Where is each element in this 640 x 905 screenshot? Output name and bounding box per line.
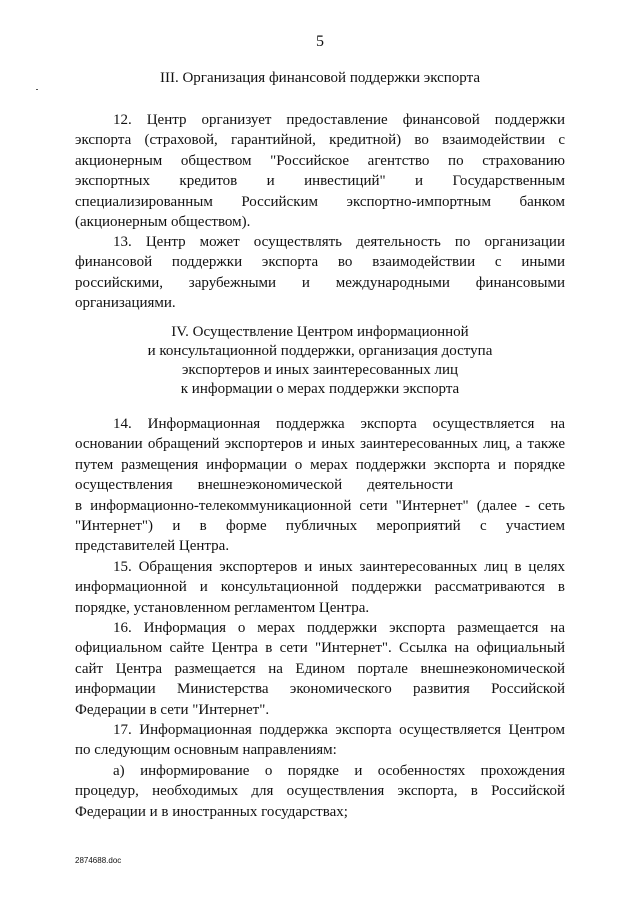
paragraph-13 xyxy=(75,232,565,314)
paragraph-line: российскими, зарубежными и международными финансовыми xyxy=(75,274,565,291)
paragraph-17a xyxy=(75,761,565,822)
paragraph-16 xyxy=(75,618,565,720)
section-4-title-line: к информации о мерах поддержки экспорта xyxy=(180,381,460,397)
paragraph-line: специализированным Российским экспортно-импортным банком xyxy=(75,193,565,210)
paragraph-line: (акционерным обществом). xyxy=(75,214,251,231)
paragraph-line: "Интернет") и в форме публичных мероприятий с участием xyxy=(75,518,565,535)
paragraph-line: финансовой поддержки экспорта во взаимодействии с иными xyxy=(75,254,565,271)
section-4-title-line: и консультационной поддержки, организация доступа xyxy=(147,343,493,359)
paragraph-line: в информационно-телекоммуникационной сети "Интернет" (далее - сеть xyxy=(75,497,565,514)
section-3-title: III. Организация финансовой поддержки экспорта xyxy=(159,70,481,86)
paragraph-14 xyxy=(75,414,565,557)
paragraph-line: процедур, необходимых для осуществления экспорта, в Российской xyxy=(75,783,565,800)
paragraph-17 xyxy=(75,720,565,761)
paragraph-line: по следующим основным направлениям: xyxy=(75,742,337,759)
paragraph-line: 12. Центр организует предоставление финансовой поддержки xyxy=(113,112,565,128)
paragraph-12 xyxy=(75,110,565,232)
paragraph-line: официальном сайте Центра в сети "Интернет". Ссылка на официальный xyxy=(75,640,565,657)
paragraph-line: сайт Центра размещается на Едином портале внешнеэкономической xyxy=(75,660,565,677)
section-3-heading xyxy=(75,69,565,88)
paragraph-line: порядке, установленном регламентом Центра. xyxy=(75,599,370,616)
paragraph-line: а) информирование о порядке и особенностях прохождения xyxy=(113,763,565,779)
paragraph-line: информации Министерства экономического развития Российской xyxy=(75,681,565,698)
paragraph-line: путем размещения информации о мерах поддержки экспорта и порядке xyxy=(75,456,565,473)
page-number: 5 xyxy=(316,33,324,50)
paragraph-line: 13. Центр может осуществлять деятельность по организации xyxy=(113,234,565,250)
footer-file-code: 2874688.doc xyxy=(75,856,122,865)
section-4-title-line: экспортеров и иных заинтересованных лиц xyxy=(181,362,459,378)
paragraph-line: осуществления внешнеэкономической деятельности xyxy=(75,477,453,494)
paragraph-line: 14. Информационная поддержка экспорта осуществляется на xyxy=(113,416,565,432)
section-4-title-line: IV. Осуществление Центром информационной xyxy=(171,324,469,340)
paragraph-line: Федерации в сети "Интернет". xyxy=(75,701,270,718)
paragraph-line: акционерным обществом "Российское агентство по страхованию xyxy=(75,152,565,169)
scan-speck xyxy=(36,89,38,90)
paragraph-line: информационной и консультационной поддержки рассматриваются в xyxy=(75,579,565,596)
paragraph-line: Федерации и в иностранных государствах; xyxy=(75,803,348,820)
paragraph-line: организациями. xyxy=(75,295,176,312)
paragraph-line: основании обращений экспортеров и иных заинтересованных лиц, а также xyxy=(75,436,565,453)
section-4-heading xyxy=(75,323,565,399)
paragraph-line: 15. Обращения экспортеров и иных заинтересованных лиц в целях xyxy=(113,559,565,575)
paragraph-line: 16. Информация о мерах поддержки экспорта размещается на xyxy=(113,620,565,636)
paragraph-line: экспортных кредитов и инвестиций" и Государственным xyxy=(75,173,565,190)
paragraph-line: 17. Информационная поддержка экспорта осуществляется Центром xyxy=(113,722,565,738)
paragraph-line: представителей Центра. xyxy=(75,538,230,555)
paragraph-line: экспорта (страховой, гарантийной, кредитной) во взаимодействии с xyxy=(75,132,565,149)
paragraph-15 xyxy=(75,557,565,618)
